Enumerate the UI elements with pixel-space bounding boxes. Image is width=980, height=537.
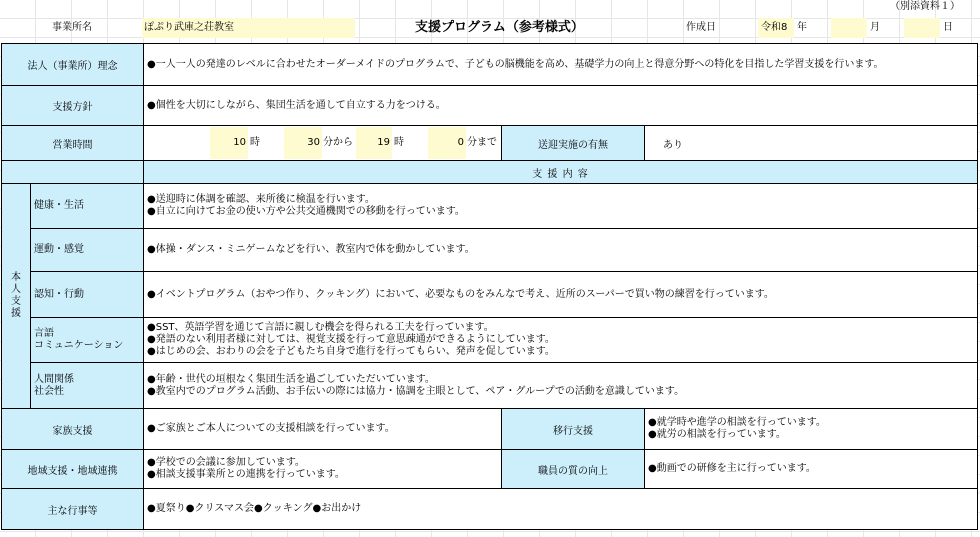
staff-quality-label: 職員の質の向上	[538, 465, 608, 477]
support-header-left-cell	[1, 160, 144, 184]
category-text-cell-social[interactable]	[143, 362, 978, 409]
category-label-cell-social	[30, 362, 144, 409]
family-text-cell[interactable]	[143, 408, 502, 450]
transition-text-cell[interactable]	[644, 408, 978, 450]
category-label-motor: 運動・感覚	[34, 244, 84, 255]
era-year-value: 令和8	[761, 22, 788, 33]
start-minute-field[interactable]	[284, 127, 322, 159]
hours-label: 営業時間	[52, 139, 93, 151]
policy-text-cell[interactable]	[143, 85, 978, 126]
category-label-language: 言語 コミュニケーション	[34, 328, 124, 351]
office-name-label: 事業所名	[52, 22, 92, 33]
page-title: 支援プログラム（参考様式）	[415, 20, 584, 35]
hour-unit-label: 時	[250, 137, 260, 148]
main-support-label-cell	[1, 183, 31, 409]
year-label: 年	[797, 22, 807, 33]
date-label: 作成日	[686, 22, 716, 33]
main-support-label-char: 支	[11, 296, 21, 307]
transition-label: 移行支援	[553, 425, 593, 437]
transition-label-cell	[501, 408, 645, 450]
end-hour-field[interactable]	[356, 127, 392, 159]
category-label-cell-health	[30, 183, 144, 229]
philosophy-label-cell	[1, 43, 144, 86]
end-minute-value: 0	[457, 137, 464, 148]
category-label-cell-language	[30, 317, 144, 363]
month-label: 月	[870, 22, 880, 33]
main-support-label-char: 本	[11, 272, 21, 283]
events-text: ●夏祭り●クリスマス会●クッキング●お出かけ	[147, 503, 362, 514]
family-label: 家族支援	[52, 425, 93, 437]
policy-label-cell	[1, 85, 144, 126]
staff-quality-text: ●動画での研修を主に行っています。	[648, 463, 816, 474]
start-hour-field[interactable]	[210, 127, 248, 159]
category-text-health: ●送迎時に体調を確認、来所後に検温を行います。 ●自立に向けてお金の使い方や公共交通機関での移動を行っています。	[147, 194, 465, 217]
transport-value-cell[interactable]	[644, 125, 978, 161]
category-text-cell-language[interactable]	[143, 317, 978, 363]
hour-unit-label-2: 時	[394, 137, 404, 148]
category-label-cell-cognition	[30, 271, 144, 318]
main-support-label	[11, 272, 21, 320]
events-label-cell	[1, 488, 144, 530]
transport-label-cell	[501, 125, 645, 161]
community-label-cell	[1, 449, 144, 489]
family-text: ●ご家族とご本人についての支援相談を行っています。	[147, 423, 395, 434]
community-text-cell[interactable]	[143, 449, 502, 489]
day-label: 日	[943, 22, 953, 33]
main-support-label-char: 援	[11, 308, 21, 319]
staff-quality-label-cell	[501, 449, 645, 489]
category-label-social: 人間関係 社会性	[34, 373, 74, 397]
events-label: 主な行事等	[47, 505, 98, 517]
office-name-value: ぽぷり武庫之荘教室	[144, 22, 234, 33]
support-header-cell	[143, 160, 978, 184]
minute-until-label: 分まで	[467, 137, 497, 148]
philosophy-text: ●一人一人の発達のレベルに合わせたオーダーメイドのプログラムで、子どもの脳機能を高め、基礎学力の向上と得意分野への特化を目指した学習支援を行います。	[147, 58, 884, 70]
category-text-motor: ●体操・ダンス・ミニゲームなどを行い、教室内で体を動かしています。	[147, 244, 475, 255]
category-text-cell-cognition[interactable]	[143, 271, 978, 318]
transport-label: 送迎実施の有無	[538, 139, 608, 151]
category-label-cognition: 認知・行動	[34, 288, 84, 300]
staff-quality-text-cell[interactable]	[644, 449, 978, 489]
philosophy-label: 法人（事業所）理念	[27, 61, 118, 72]
philosophy-text-cell[interactable]	[143, 43, 978, 86]
end-minute-field[interactable]	[428, 127, 466, 159]
events-text-cell[interactable]	[143, 488, 978, 530]
policy-text: ●個性を大切にしながら、集団生活を通して自立する力をつける。	[147, 99, 446, 111]
office-name-field[interactable]	[142, 18, 355, 38]
transition-text: ●就学時や進学の相談を行っています。 ●就労の相談を行っています。	[648, 417, 826, 440]
category-text-language: ●SST、英語学習を通じて言語に親しむ機会を得られる工夫を行っています。 ●発語のない利用者様に対しては、視覚支援を行って意思疎通ができるようにしています。 ●はじめの会、おわりの会を子どもたち自身で進行を行ってもらい、発声を促しています。	[147, 322, 555, 357]
day-field[interactable]	[904, 18, 940, 38]
attachment-label: （別添資料１）	[890, 1, 960, 12]
hours-label-cell	[1, 125, 144, 161]
community-label: 地域支援・地域連携	[27, 465, 118, 477]
start-hour-value: 10	[233, 137, 246, 148]
main-support-label-char: 人	[11, 284, 21, 295]
end-hour-value: 19	[377, 137, 390, 148]
support-header: 支 援 内 容	[532, 168, 589, 180]
category-label-health: 健康・生活	[34, 200, 84, 211]
category-label-cell-motor	[30, 228, 144, 272]
category-text-cell-health[interactable]	[143, 183, 978, 229]
start-minute-value: 30	[307, 137, 320, 148]
category-text-social: ●年齢・世代の垣根なく集団生活を過ごしていただいています。 ●教室内でのプログラム活動、お手伝いの際には協力・協調を主眼として、ペア・グループでの活動を意識しています。	[147, 373, 685, 397]
category-text-cognition: ●イベントプログラム（おやつ作り、クッキング）において、必要なものをみんなで考え、近所のスーパーで買い物の練習を行っています。	[147, 288, 774, 300]
month-field[interactable]	[831, 18, 867, 38]
minute-from-label: 分から	[323, 137, 353, 148]
family-label-cell	[1, 408, 144, 450]
transport-value: あり	[663, 139, 683, 151]
category-text-cell-motor[interactable]	[143, 228, 978, 272]
era-year-field[interactable]	[758, 18, 794, 38]
policy-label: 支援方針	[52, 102, 93, 113]
community-text: ●学校での会議に参加しています。 ●相談支援事業所との連携を行っています。	[147, 457, 345, 480]
